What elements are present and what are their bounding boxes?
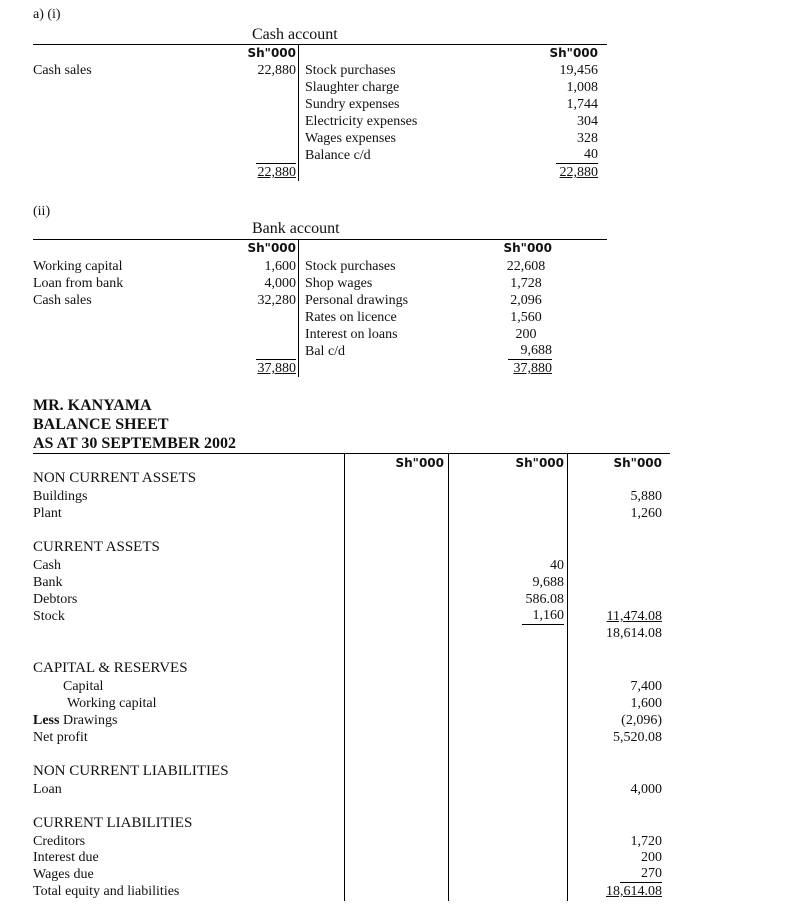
bank-credit-amount: 2,096 — [510, 293, 542, 308]
cr-drawings-text: Drawings — [59, 713, 118, 728]
ncl-loan-label: Loan — [33, 782, 62, 797]
bs-heading-name: MR. KANYAMA — [33, 397, 152, 414]
nca-title: NON CURRENT ASSETS — [33, 470, 197, 486]
cash-credit-amount: 40 — [556, 147, 598, 164]
bank-debit-amount: 1,600 — [264, 259, 296, 274]
cash-account-title: Cash account — [252, 26, 338, 43]
bank-debit-label: Loan from bank — [33, 276, 124, 291]
cl-amount: 270 — [620, 866, 662, 883]
cash-credit-label: Sundry expenses — [305, 97, 400, 112]
cash-credit-total: 22,880 — [559, 165, 598, 180]
ca-amount: 40 — [550, 558, 564, 573]
bs-top-rule — [33, 453, 670, 454]
bank-debit-label: Working capital — [33, 259, 123, 274]
total-assets: 18,614.08 — [606, 626, 662, 641]
cl-label: Wages due — [33, 867, 94, 882]
nca-amount: 5,880 — [630, 489, 662, 504]
cash-credit-amount: 1,744 — [566, 97, 598, 112]
ca-title: CURRENT ASSETS — [33, 539, 160, 555]
bank-account-title: Bank account — [252, 220, 340, 237]
bank-credit-amount: 22,608 — [506, 259, 546, 274]
bank-account-divider — [298, 239, 299, 377]
cash-debit-label: Cash sales — [33, 63, 92, 78]
bank-credit-amount: 1,728 — [510, 276, 542, 291]
cash-credit-label: Stock purchases — [305, 63, 396, 78]
bank-credit-label: Stock purchases — [305, 259, 396, 274]
cr-drawings-amount: (2,096) — [621, 713, 662, 728]
bs-col-divider-3 — [567, 453, 568, 901]
bs-col-header-3: Sh"000 — [613, 456, 662, 470]
cash-credit-amount: 328 — [577, 131, 598, 146]
ca-label: Debtors — [33, 592, 78, 607]
cl-label: Interest due — [33, 850, 99, 865]
bank-debit-header: Sh"000 — [247, 241, 296, 255]
bank-account-top-rule — [33, 239, 607, 240]
ca-amount: 1,160 — [522, 608, 564, 625]
bs-col-divider-2 — [448, 453, 449, 901]
ncl-title: NON CURRENT LIABILITIES — [33, 763, 229, 779]
ncl-loan-amount: 4,000 — [630, 782, 662, 797]
part-label: a) (i) — [33, 7, 61, 22]
cl-amount: 200 — [641, 850, 662, 865]
cr-less-drawings-label — [33, 712, 117, 729]
ca-label: Stock — [33, 609, 65, 624]
cl-amount: 1,720 — [630, 834, 662, 849]
cash-account-divider — [298, 44, 299, 181]
bank-credit-label: Personal drawings — [305, 293, 409, 308]
ca-subtotal: 11,474.08 — [606, 609, 662, 624]
ca-label: Cash — [33, 558, 61, 573]
ca-label: Bank — [33, 575, 63, 590]
nca-label: Buildings — [33, 489, 88, 504]
nca-amount: 1,260 — [630, 506, 662, 521]
cash-credit-label: Electricity expenses — [305, 114, 418, 129]
cr-working-capital-amount: 1,600 — [630, 696, 662, 711]
cash-credit-label: Wages expenses — [305, 131, 397, 146]
bank-credit-label: Bal c/d — [305, 344, 346, 359]
part-label-ii: (ii) — [33, 204, 51, 219]
bank-credit-label: Shop wages — [305, 276, 373, 291]
bank-credit-label: Interest on loans — [305, 327, 398, 342]
cash-credit-amount: 304 — [577, 114, 598, 129]
bs-heading-title: BALANCE SHEET — [33, 416, 169, 433]
cl-total-amount: 18,614.08 — [606, 884, 662, 899]
bank-debit-label: Cash sales — [33, 293, 92, 308]
cl-total-label: Total equity and liabilities — [33, 884, 180, 899]
bank-credit-amount: 9,688 — [508, 343, 552, 360]
cash-debit-total: 22,880 — [257, 165, 296, 180]
cash-credit-amount: 19,456 — [559, 63, 598, 78]
cr-capital-amount: 7,400 — [630, 679, 662, 694]
cr-title: CAPITAL & RESERVES — [33, 660, 188, 676]
cl-label: Creditors — [33, 834, 86, 849]
ca-amount: 586.08 — [525, 592, 564, 607]
bank-debit-amount: 4,000 — [264, 276, 296, 291]
cash-debit-header: Sh"000 — [247, 46, 296, 60]
cash-credit-amount: 1,008 — [566, 80, 598, 95]
ca-amount: 9,688 — [532, 575, 564, 590]
bs-col-header-2: Sh"000 — [515, 456, 564, 470]
bs-col-header-1: Sh"000 — [395, 456, 444, 470]
bs-heading-date: AS AT 30 SEPTEMBER 2002 — [33, 435, 237, 452]
cash-debit-amount: 22,880 — [257, 63, 296, 78]
cash-credit-label: Balance c/d — [305, 148, 371, 163]
cash-account-top-rule — [33, 44, 607, 45]
cash-credit-header: Sh"000 — [549, 46, 598, 60]
bank-credit-header: Sh"000 — [503, 241, 552, 255]
cr-less-bold: Less — [33, 713, 60, 728]
cr-net-profit-amount: 5,520.08 — [613, 730, 662, 745]
bank-credit-label: Rates on licence — [305, 310, 397, 325]
bank-credit-total: 37,880 — [513, 361, 552, 376]
bs-col-divider-1 — [344, 453, 345, 901]
cr-capital-label: Capital — [63, 679, 104, 694]
cr-net-profit-label: Net profit — [33, 730, 88, 745]
bank-debit-amount: 32,280 — [257, 293, 296, 308]
bank-debit-total: 37,880 — [257, 361, 296, 376]
cr-working-capital-label: Working capital — [67, 696, 157, 711]
nca-label: Plant — [33, 506, 62, 521]
cl-title: CURRENT LIABILITIES — [33, 815, 193, 831]
bank-credit-amount: 1,560 — [510, 310, 542, 325]
bank-credit-amount: 200 — [515, 327, 537, 342]
cash-credit-label: Slaughter charge — [305, 80, 400, 95]
